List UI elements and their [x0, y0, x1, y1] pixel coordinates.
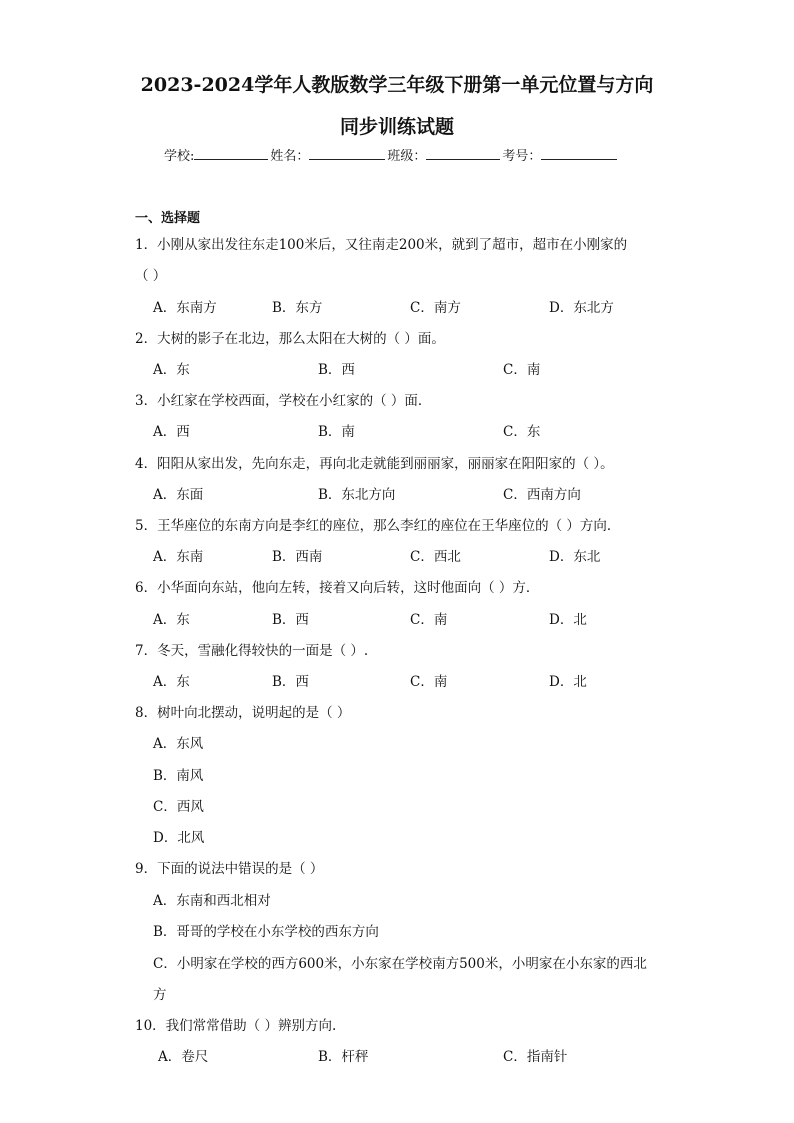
question-2-option-b[interactable]: B．西	[318, 362, 355, 378]
question-5-option-b[interactable]: B．西南	[272, 549, 323, 565]
question-10-option-a[interactable]: A．卷尺	[158, 1049, 209, 1065]
student-info-row	[164, 145, 619, 164]
question-5-option-a[interactable]: A．东南	[153, 549, 204, 565]
question-10-option-c[interactable]: C．指南针	[503, 1049, 568, 1065]
question-1-option-c[interactable]: C．南方	[410, 300, 461, 316]
question-10-option-b[interactable]: B．杆秤	[318, 1049, 369, 1065]
question-1-stem: 1．小刚从家出发往东走100米后，又往南走200米，就到了超市，超市在小刚家的	[135, 237, 628, 253]
name-blank[interactable]	[309, 145, 385, 160]
class-blank[interactable]	[426, 145, 500, 160]
question-3-option-b[interactable]: B．南	[318, 424, 355, 440]
question-3-option-c[interactable]: C．东	[503, 424, 541, 440]
question-1-option-d[interactable]: D．东北方	[549, 300, 614, 316]
class-label: 班级：	[387, 149, 427, 164]
question-9-stem: 9．下面的说法中错误的是（ ）	[135, 861, 324, 877]
question-9-option-a[interactable]: A．东南和西北相对	[153, 893, 271, 909]
question-6-option-d[interactable]: D．北	[549, 612, 587, 628]
question-5-stem: 5．王华座位的东南方向是李红的座位，那么李红的座位在王华座位的（ ）方向．	[135, 518, 621, 534]
question-5-option-d[interactable]: D．东北	[549, 549, 601, 565]
question-8-option-d[interactable]: D．北风	[153, 830, 205, 846]
question-6-option-c[interactable]: C．南	[410, 612, 448, 628]
doc-title-line1: 2023-2024学年人教版数学三年级下册第一单元位置与方向	[140, 74, 654, 96]
question-8-stem: 8．树叶向北摆动，说明起的是（ ）	[135, 705, 351, 721]
exam-number-label: 考号：	[502, 149, 542, 164]
school-label: 学校:	[164, 149, 195, 164]
school-blank[interactable]	[194, 145, 268, 160]
question-4-option-b[interactable]: B．东北方向	[318, 487, 396, 503]
question-1-option-a[interactable]: A．东南方	[153, 300, 217, 316]
question-7-option-a[interactable]: A．东	[153, 674, 190, 690]
question-6-stem: 6．小华面向东站，他向左转，接着又向后转，这时他面向（ ）方．	[135, 580, 540, 596]
question-1-stem-cont: （ ）	[135, 268, 167, 284]
question-8-option-c[interactable]: C．西风	[153, 799, 204, 815]
question-1-option-b[interactable]: B．东方	[272, 300, 323, 316]
question-3-stem: 3．小红家在学校西面，学校在小红家的（ ）面．	[135, 393, 432, 409]
question-9-option-b[interactable]: B．哥哥的学校在小东学校的西东方向	[153, 924, 379, 940]
question-5-option-c[interactable]: C．西北	[410, 549, 461, 565]
question-2-stem: 2．大树的影子在北边，那么太阳在大树的（ ）面。	[135, 331, 445, 347]
question-3-option-a[interactable]: A．西	[153, 424, 190, 440]
question-2-option-c[interactable]: C．南	[503, 362, 541, 378]
question-7-option-b[interactable]: B．西	[272, 674, 309, 690]
name-label: 姓名：	[270, 149, 310, 164]
question-6-option-a[interactable]: A．东	[153, 612, 190, 628]
question-4-option-a[interactable]: A．东面	[153, 487, 204, 503]
question-7-stem: 7．冬天，雪融化得较快的一面是（ ）.	[135, 643, 369, 659]
question-4-stem: 4．阳阳从家出发，先向东走，再向北走就能到丽丽家，丽丽家在阳阳家的（ ）。	[135, 456, 614, 472]
section-heading: 一、选择题	[135, 211, 201, 226]
doc-title-line2: 同步训练试题	[339, 116, 454, 138]
exam-number-blank[interactable]	[541, 145, 617, 160]
question-10-stem: 10．我们常常借助（ ）辨别方向.	[135, 1018, 337, 1034]
question-8-option-a[interactable]: A．东风	[153, 736, 204, 752]
question-8-option-b[interactable]: B．南风	[153, 768, 204, 784]
question-9-option-c-cont: 方	[153, 987, 167, 1003]
question-9-option-c[interactable]: C．小明家在学校的西方600米，小东家在学校南方500米，小明家在小东家的西北	[153, 956, 647, 972]
question-4-option-c[interactable]: C．西南方向	[503, 487, 581, 503]
question-6-option-b[interactable]: B．西	[272, 612, 309, 628]
question-7-option-c[interactable]: C．南	[410, 674, 448, 690]
question-2-option-a[interactable]: A．东	[153, 362, 190, 378]
question-7-option-d[interactable]: D．北	[549, 674, 587, 690]
